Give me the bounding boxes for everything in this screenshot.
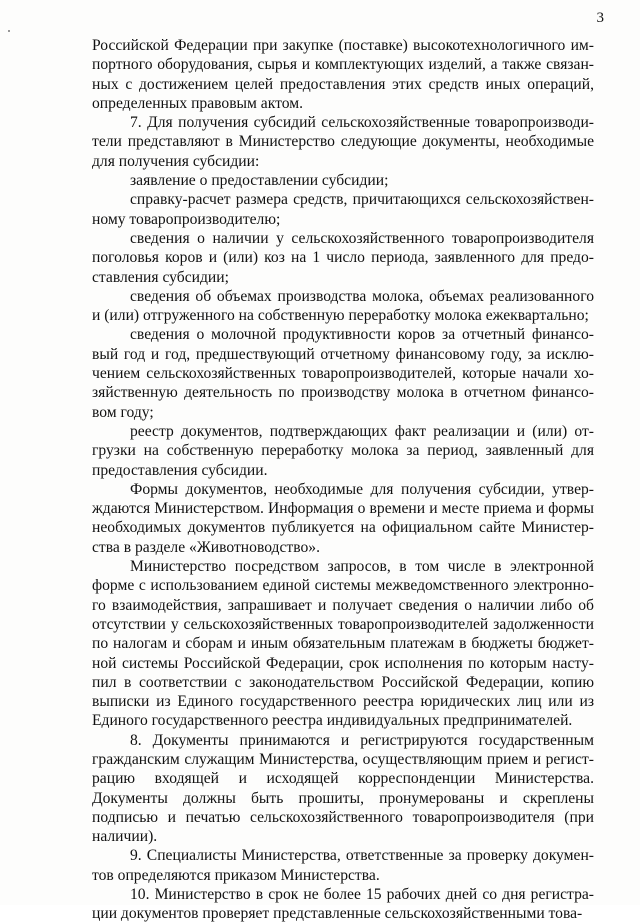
paragraph-4: справку-расчет размера средств, причитающихся сельскохозяйственному товаропроизводителю; <box>92 191 594 228</box>
scan-speck <box>8 30 10 32</box>
paragraph-6: сведения об объемах производства молока, объемах реализованного и (или) отгруженного на собственную переработку молока ежеквартально; <box>92 287 594 325</box>
paragraph-9: Формы документов, необходимые для получения субсидии, утверждаются Министерством. Информация о времени и месте приема и формы необходимых документов публикуется на официальном сайте Министерства в разделе «Животноводство». <box>92 480 594 556</box>
paragraph-11: 8. Документы принимаются и регистрируются государственным гражданским служащим Министерства, осуществляющим прием и регистрацию входящей и исходящей корреспонденции Министерства. Документы должны быть прошиты, пронумерованы и скреплены подписью и печатью сельскохозяйственного товаропроизводителя (при наличии). <box>92 731 594 846</box>
paragraph-1: Российской Федерации при закупке (поставке) высокотехнологичного импортного оборудования, сырья и комплектующих изделий, а также связанных с достижением целей предоставления этих средств иных операций, определенных правовым актом. <box>92 37 594 112</box>
paragraph-7: сведения о молочной продуктивности коров за отчетный финансовый год и год, предшествующий отчетному финансовому году, за исключением сельскохозяйственных товаропроизводителей, которые начали хозяйственную деятельность по производству молока в отчетном финансовом году; <box>92 326 594 421</box>
paragraph-3: заявление о предоставлении субсидии; <box>130 172 389 190</box>
page-number: 3 <box>596 10 604 26</box>
document-body <box>92 36 594 924</box>
paragraph-13: 10. Министерство в срок не более 15 рабочих дней со дня регистрации документов проверяет представленные сельскохозяйственными това- <box>92 886 594 923</box>
paragraph-2: 7. Для получения субсидий сельскохозяйственные товаропроизводители представляют в Министерство следующие документы, необходимые для получения субсидии: <box>92 114 594 170</box>
paragraph-12: 9. Специалисты Министерства, ответственные за проверку документов определяются приказом Министерства. <box>92 847 594 884</box>
paragraph-10: Министерство посредством запросов, в том числе в электронной форме с использованием единой системы межведомственного электронного взаимодействия, запрашивает и получает сведения о наличии либо об отсутствии у сельскохозяйственных товаропроизводителей задолженности по налогам и сборам и иным обязательным платежам в бюджеты бюджетной системы Российской Федерации, срок исполнения по которым наступил в соответствии с законодательством Российской Федерации, копию выписки из Единого государственного реестра юридических лиц или из Единого государственного реестра индивидуальных предпринимателей. <box>92 558 594 730</box>
paragraph-8: реестр документов, подтверждающих факт реализации и (или) отгрузки на собственную переработку молока за период, заявленный для предоставления субсидии. <box>92 422 594 479</box>
paragraph-5: сведения о наличии у сельскохозяйственного товаропроизводителя поголовья коров и (или) коз на 1 число периода, заявленного для предоставления субсидии; <box>92 229 594 286</box>
